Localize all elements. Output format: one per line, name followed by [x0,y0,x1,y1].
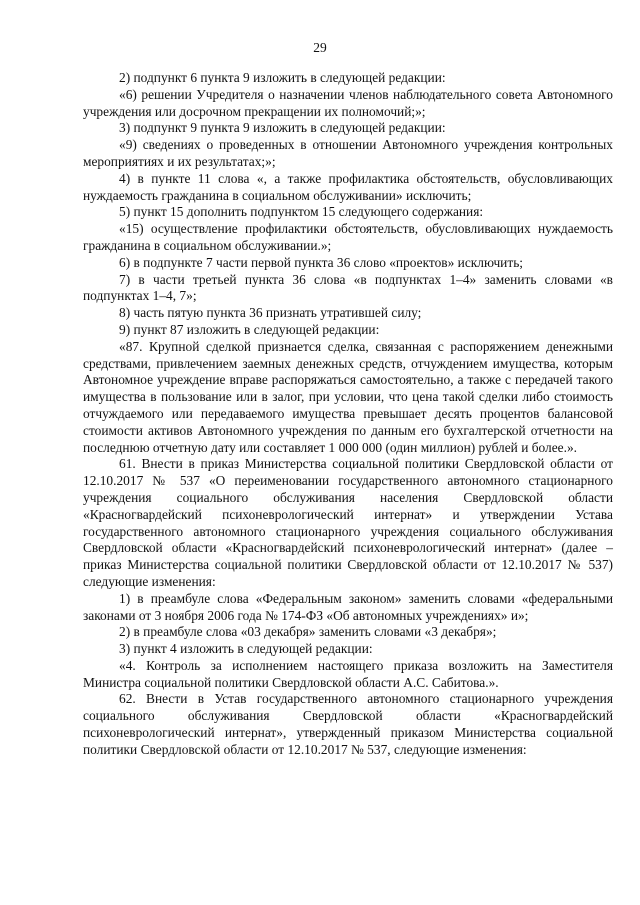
paragraph: 6) в подпункте 7 части первой пункта 36 слово «проектов» исключить; [119,254,524,270]
paragraph: 5) пункт 15 дополнить подпунктом 15 следующего содержания: [119,204,484,220]
paragraph: «6) решении Учредителя о назначении членов наблюдательного совета Автономного учреждения или досрочном прекращении их полномочий;»; [83,86,613,119]
paragraph: 3) пункт 4 изложить в следующей редакции: [119,641,373,657]
document-body [83,70,613,759]
paragraph: 62. Внести в Устав государственного автономного стационарного учреждения социального обслуживания Свердловской области «Красногвардейский психоневрологический интернат», утвержденный приказом Министерства социальной политики Свердловской области от 12.10.2017 № 537, следующие изменения: [83,691,613,757]
paragraph: 7) в части третьей пункта 36 слова «в подпунктах 1–4» заменить словами «в подпунктах 1–4, 7»; [83,271,613,304]
paragraph: «15) осуществление профилактики обстоятельств, обусловливающих нуждаемость гражданина в социальном обслуживании.»; [83,221,613,253]
paragraph: 2) подпункт 6 пункта 9 изложить в следующей редакции: [119,70,446,85]
paragraph: 1) в преамбуле слова «Федеральным законом» заменить словами «федеральными законами от 3 ноября 2006 года № 174-ФЗ «Об автономных учреждениях» и»; [83,590,613,623]
page-number: 29 [313,40,327,55]
paragraph: 9) пункт 87 изложить в следующей редакции: [119,321,380,337]
paragraph: «87. Крупной сделкой признается сделка, связанная с распоряжением денежными средствами, привлечением заемных денежных средств, отчуждением имущества, которым Автономное учреждение вправе распоряжаться самостоятельно, а также с передачей такого имущества в пользование или в залог, при условии, что цена такой сделки либо стоимость отчуждаемого или передаваемого имущества превышает десять процентов балансовой стоимости активов Автономного учреждения по данным его бухгалтерской отчетности на последнюю отчетную дату или составляет 1 000 000 (один миллион) рублей и более.». [83,338,613,455]
paragraph: 4) в пункте 11 слова «, а также профилактика обстоятельств, обусловливающих нуждаемость гражданина в социальном обслуживании» исключить; [83,170,613,203]
paragraph: 8) часть пятую пункта 36 признать утратившей силу; [119,305,422,321]
paragraph: «4. Контроль за исполнением настоящего приказа возложить на Заместителя Министра социальной политики Свердловской области А.С. Сабитова.». [83,657,613,690]
paragraph: «9) сведениях о проведенных в отношении Автономного учреждения контрольных мероприятиях и их результатах;»; [83,137,613,169]
paragraph: 3) подпункт 9 пункта 9 изложить в следующей редакции: [119,120,446,136]
paragraph: 61. Внести в приказ Министерства социальной политики Свердловской области от 12.10.2017 № 537 «О переименовании государственного автономного стационарного учреждения социального обслуживания населения Свердловской области «Красногвардейский психоневрологический интернат» и утверждении Устава государственного автономного стационарного учреждения социального обслуживания Свердловской области «Красногвардейский психоневрологический интернат» (далее – приказ Министерства социальной политики Свердловской области от 12.10.2017 № 537) следующие изменения: [83,456,613,589]
paragraph: 2) в преамбуле слова «03 декабря» заменить словами «3 декабря»; [119,624,497,640]
